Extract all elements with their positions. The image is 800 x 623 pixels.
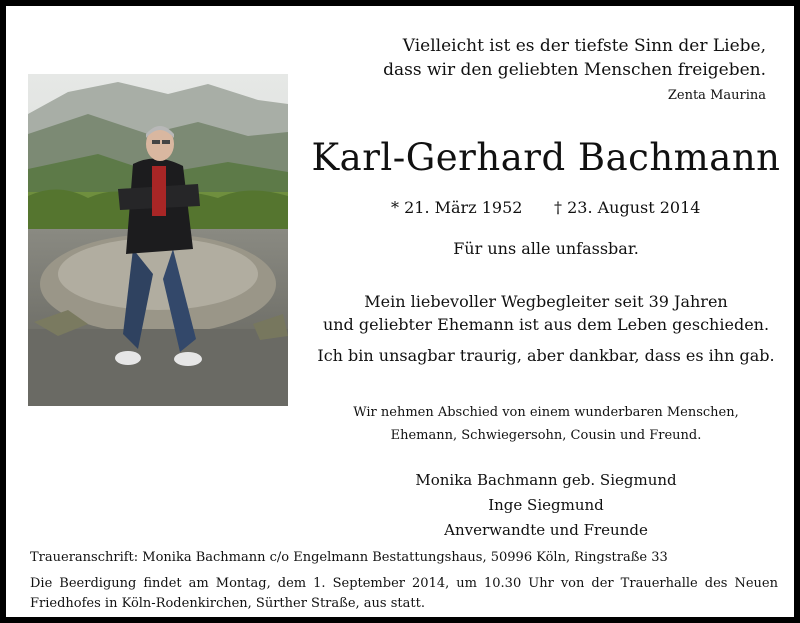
mourner-name: Inge Siegmund	[488, 496, 604, 514]
quote-line-2: dass wir den geliebten Menschen freigeben.	[383, 60, 766, 80]
mourner-name: Anverwandte und Freunde	[444, 521, 648, 539]
quote-line-1: Vielleicht ist es der tiefste Sinn der Liebe,	[402, 36, 766, 56]
statement-unfassbar: Für uns alle unfassbar.	[453, 239, 639, 258]
quote	[346, 34, 766, 82]
birth-date: * 21. März 1952	[391, 198, 523, 217]
statement-farewell-line-1: Wir nehmen Abschied von einem wunderbaren Menschen,	[353, 405, 739, 420]
mourners-list	[296, 468, 796, 543]
statement-grateful: Ich bin unsagbar traurig, aber dankbar, dass es ihn gab.	[317, 346, 775, 365]
mourner-name: Monika Bachmann geb. Siegmund	[415, 471, 677, 489]
statement-farewell	[296, 401, 796, 447]
quote-author: Zenta Maurina	[667, 88, 766, 103]
statement-companion-line-1: Mein liebevoller Wegbegleiter seit 39 Jahren	[364, 292, 728, 311]
deceased-name: Karl-Gerhard Bachmann	[311, 136, 781, 179]
mourning-address: Traueranschrift: Monika Bachmann c/o Engelmann Bestattungshaus, 50996 Köln, Ringstraße 33	[30, 550, 668, 565]
death-date: † 23. August 2014	[554, 198, 701, 217]
portrait-photo	[28, 74, 288, 406]
funeral-details: Die Beerdigung findet am Montag, dem 1. September 2014, um 10.30 Uhr von der Trauerhalle des Neuen Friedhofes in Köln-Rodenkirchen, Sürther Straße, aus statt.	[30, 576, 778, 611]
statement-companion-line-2: und geliebter Ehemann ist aus dem Leben geschieden.	[322, 315, 770, 334]
statement-companion	[296, 290, 796, 336]
statement-farewell-line-2: Ehemann, Schwiegersohn, Cousin und Freund.	[390, 428, 702, 443]
portrait-photo-illustration	[28, 74, 288, 406]
